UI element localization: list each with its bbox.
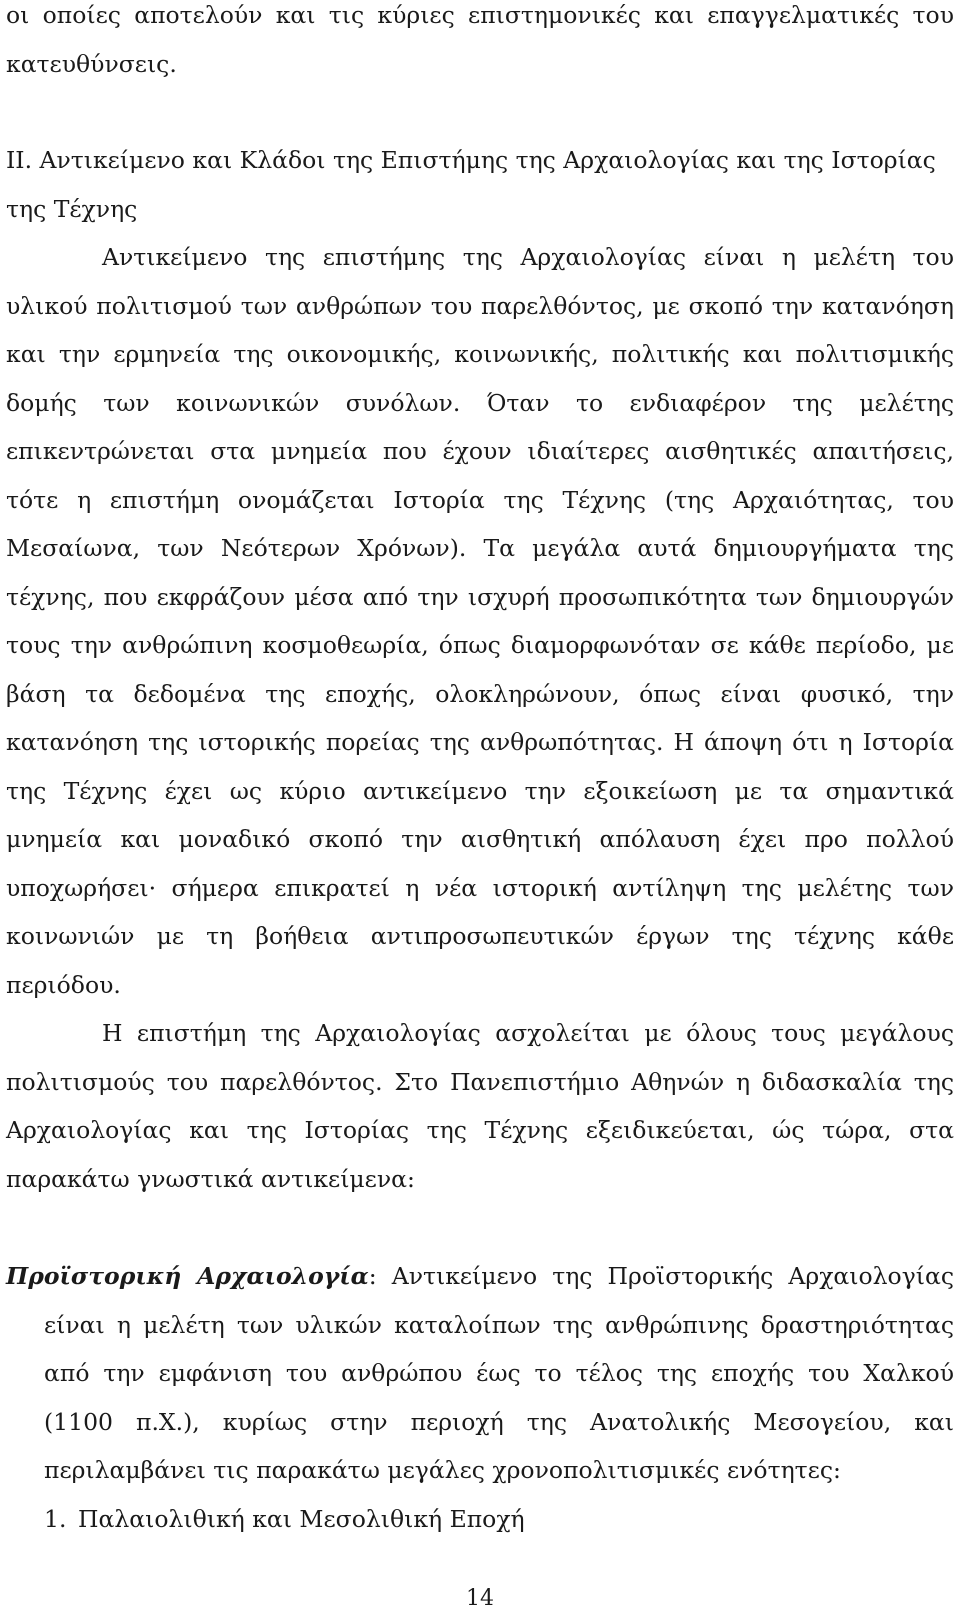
section-paragraph-2: Η επιστήμη της Αρχαιολογίας ασχολείται με όλους τους μεγάλους πολιτισμούς του παρελθόντος. Στο Πανεπιστήμιο Αθηνών η διδασκαλία της Αρχαιολογίας και της Ιστορίας της Τέχνης εξειδικεύεται, ώς τώρα, στα παρακάτω γνωστικά αντικείμενα: [6, 1019, 954, 1193]
entry-title: Προϊστορική Αρχαιολογία [6, 1262, 369, 1290]
entry-separator: : [368, 1262, 377, 1290]
page-number: 14 [466, 1586, 494, 1611]
section-heading: II. Αντικείμενο και Κλάδοι της Επιστήμης της Αρχαιολογίας και της Ιστορίας της Τέχνης [6, 146, 936, 223]
document-page [6, 0, 954, 1543]
prehistoric-archaeology-entry [6, 1252, 954, 1543]
entry-paragraph [6, 1252, 954, 1495]
entry-text: Αντικείμενο της Προϊστορικής Αρχαιολογίας είναι η μελέτη των υλικών καταλοίπων της ανθρώπινης δραστηριότητας από την εμφάνιση του ανθρώπου έως το τέλος της εποχής του Χαλκού (1100 π.Χ.), κυρίως στην περιοχή της Ανατολικής Μεσογείου, και περιλαμβάνει τις παρακάτω μεγάλες χρονοπολιτισμικές ενότητες: [44, 1262, 954, 1484]
list-item-label: Παλαιολιθική και Μεσολιθική Εποχή [78, 1504, 525, 1533]
list-item [44, 1495, 954, 1544]
section-paragraph-1: Αντικείμενο της επιστήμης της Αρχαιολογίας είναι η μελέτη του υλικού πολιτισμού των ανθρώπων του παρελθόντος, με σκοπό την κατανόηση και την ερμηνεία της οικονομικής, κοινωνικής, πολιτικής και πολιτισμικής δομής των κοινωνικών συνόλων. Όταν το ενδιαφέρον της μελέτης επικεντρώνεται στα μνημεία που έχουν ιδιαίτερες αισθητικές απαιτήσεις, τότε η επιστήμη ονομάζεται Ιστορία της Τέχνης (της Αρχαιότητας, του Μεσαίωνα, των Νεότερων Χρόνων). Τα μεγάλα αυτά δημιουργήματα της τέχνης, που εκφράζουν μέσα από την ισχυρή προσωπικότητα των δημιουργών τους την ανθρώπινη κοσμοθεωρία, όπως διαμορφωνόταν σε κάθε περίοδο, με βάση τα δεδομένα της εποχής, ολοκληρώνουν, όπως είναι φυσικό, την κατανόηση της ιστορικής πορείας της ανθρωπότητας. Η άποψη ότι η Ιστορία της Τέχνης έχει ως κύριο αντικείμενο την εξοικείωση με τα σημαντικά μνημεία και μοναδικό σκοπό την αισθητική απόλαυση έχει προ πολλού υποχωρήσει· σήμερα επικρατεί η νέα ιστορική αντίληψη της μελέτης των κοινωνιών με τη βοήθεια αντιπροσωπευτικών έργων της τέχνης κάθε περιόδου. [6, 243, 954, 999]
intro-paragraph-end: οι οποίες αποτελούν και τις κύριες επιστημονικές και επαγγελματικές του κατευθύνσεις. [6, 1, 954, 78]
list-item-number: 1. [44, 1504, 67, 1533]
